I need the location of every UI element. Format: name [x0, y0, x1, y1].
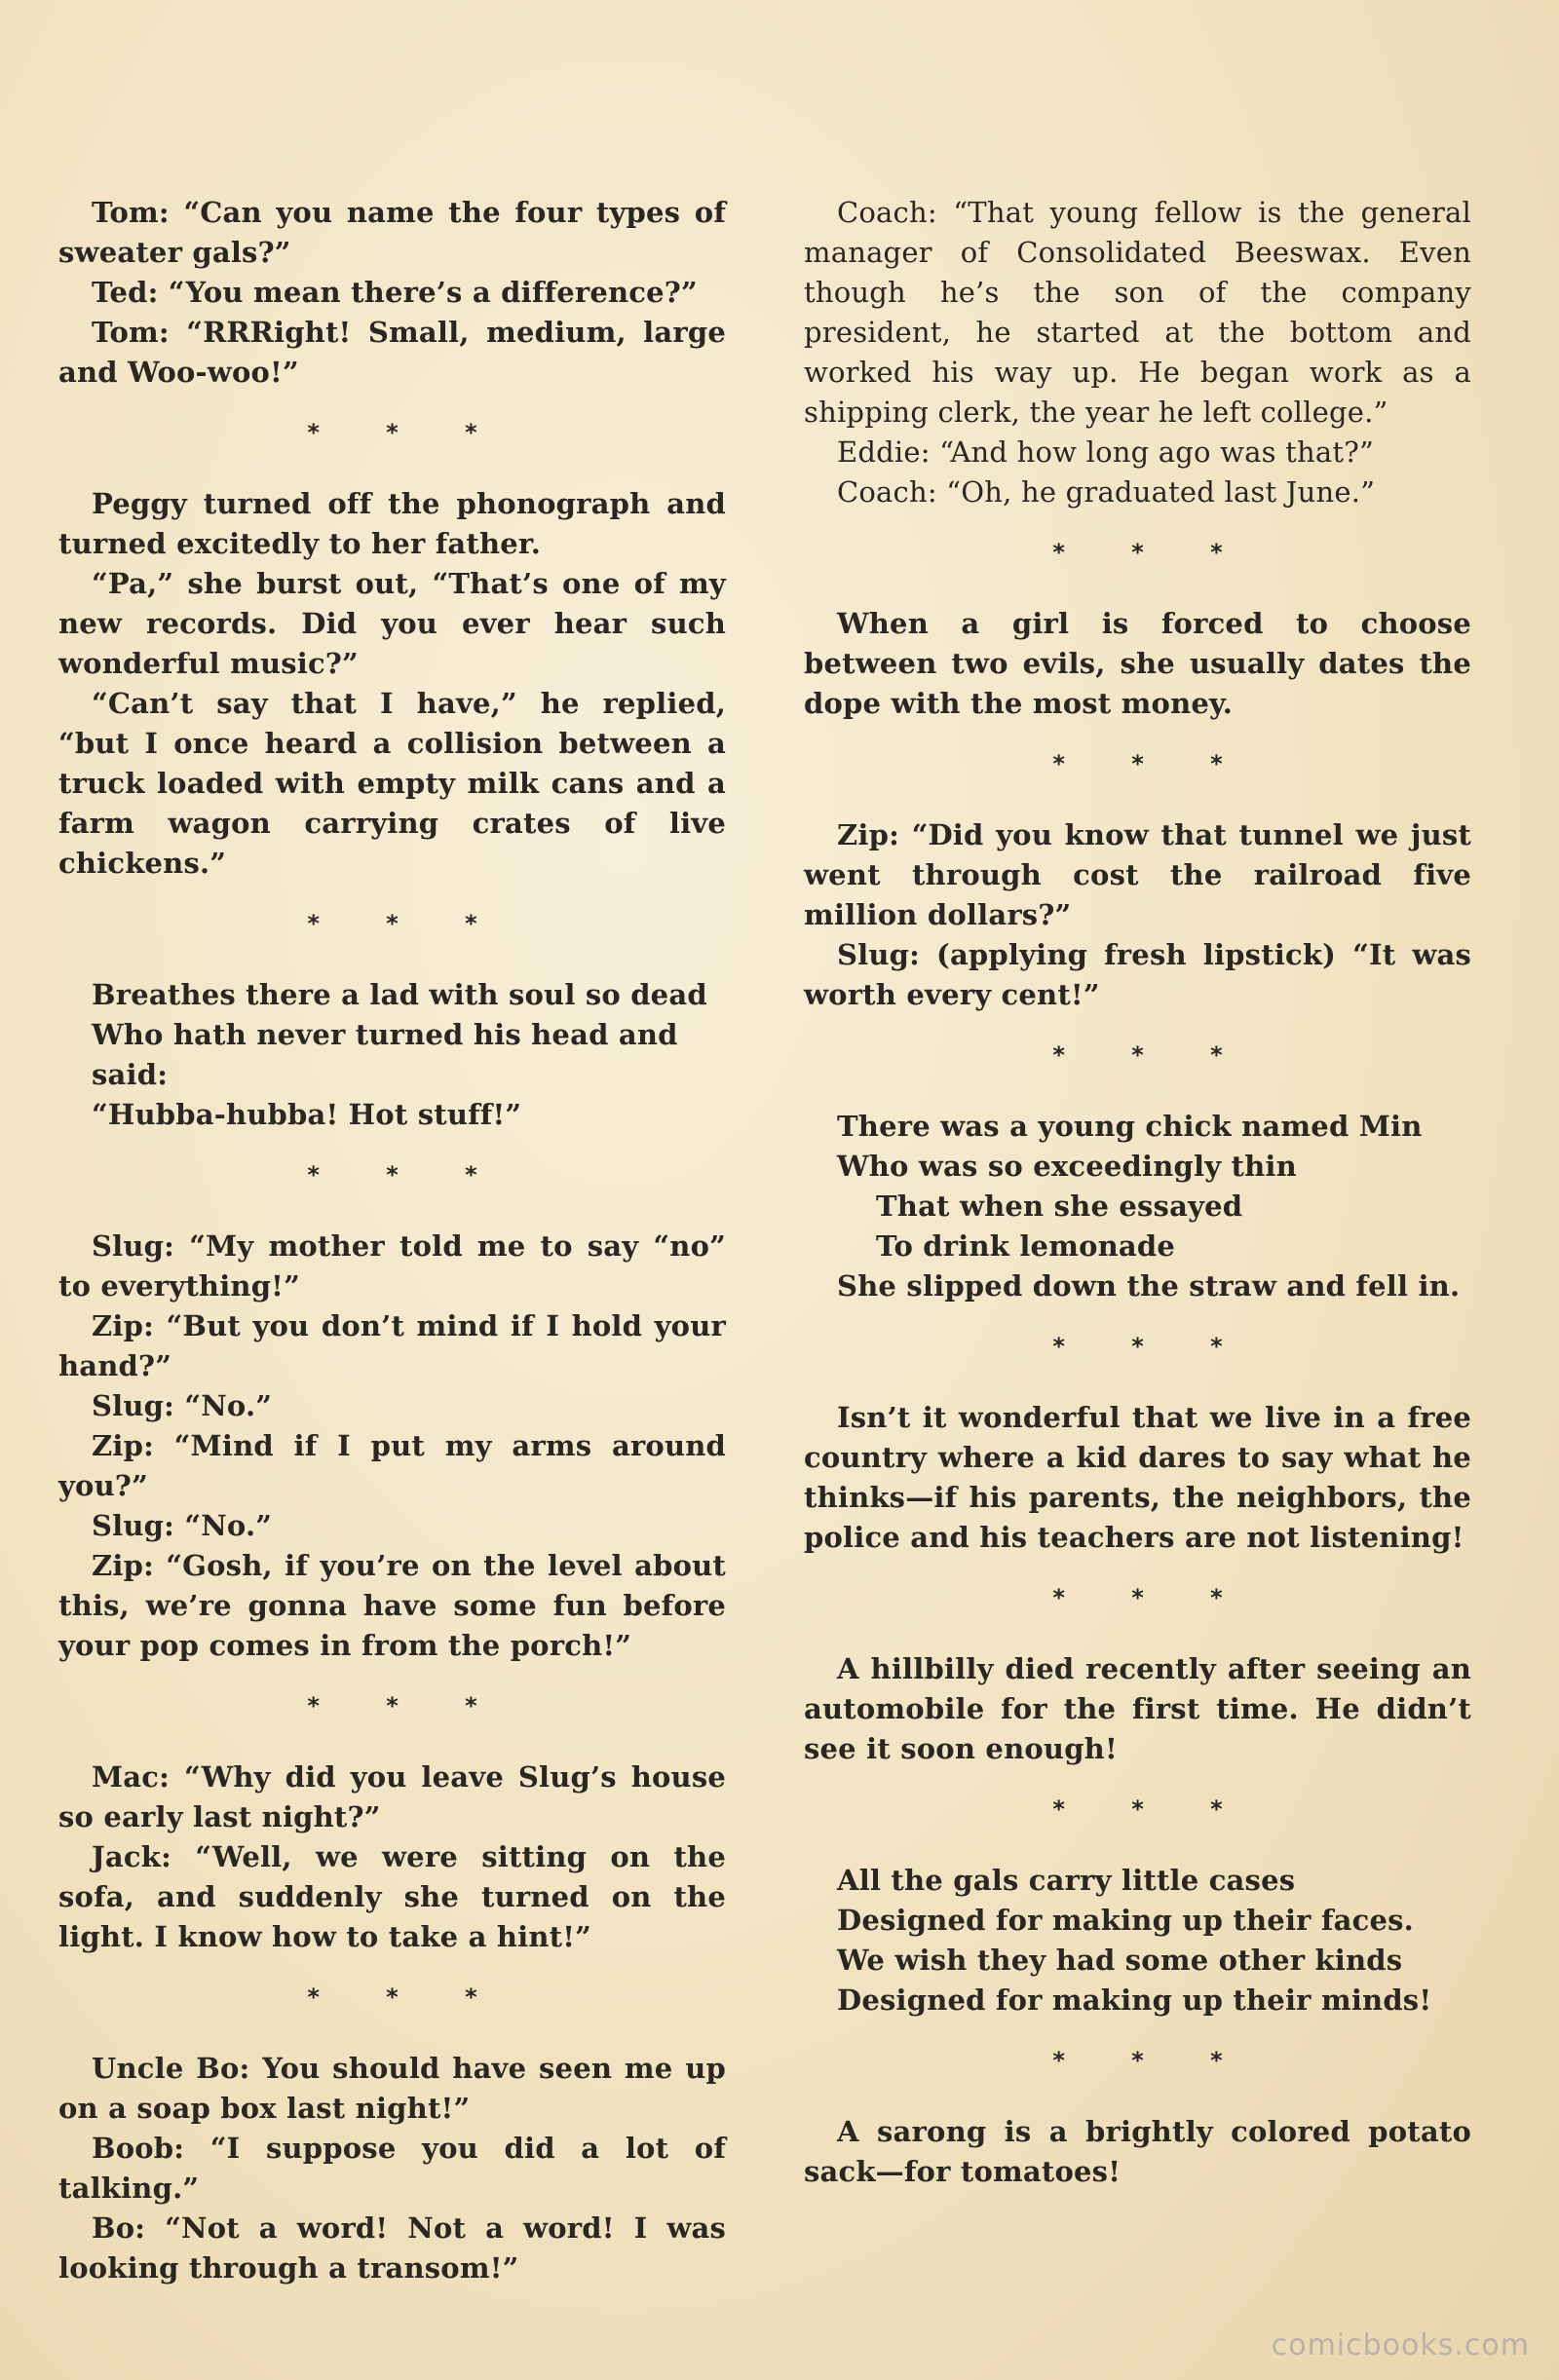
section-divider: * * * [307, 1692, 507, 1719]
joke-line: Slug: (applying fresh lipstick) “It was worth every cent!” [804, 938, 1471, 1011]
section-divider: * * * [1052, 750, 1252, 777]
section-divider: * * * [1052, 1795, 1252, 1823]
verse-block [58, 975, 726, 1135]
right-column [804, 193, 1471, 2192]
joke-block [804, 604, 1471, 724]
section-divider: * * * [307, 1983, 507, 2011]
section-divider: * * * [307, 1161, 507, 1189]
joke-line: “Pa,” she burst out, “That’s one of my new records. Did you ever hear such wonderful music?” [58, 567, 726, 680]
joke-line: Zip: “Did you know that tunnel we just went through cost the railroad five million dollars?” [804, 818, 1471, 931]
joke-block [58, 193, 726, 393]
joke-block [804, 1649, 1471, 1769]
verse-line: Breathes there a lad with soul so dead [92, 978, 707, 1011]
verse-line: Who hath never turned his head and said: [92, 1018, 678, 1091]
joke-line: Bo: “Not a word! Not a word! I was looking through a transom!” [58, 2211, 726, 2285]
joke-line: Ted: “You mean there’s a difference?” [92, 276, 698, 309]
verse-block [804, 1107, 1471, 1306]
joke-block [58, 484, 726, 884]
joke-line: Jack: “Well, we were sitting on the sofa, and suddenly she turned on the light. I know how to take a hint!” [58, 1840, 726, 1953]
verse-line: To drink lemonade [876, 1229, 1176, 1263]
watermark: comicbooks.com [1271, 2328, 1530, 2362]
joke-block [58, 1227, 726, 1666]
verse-line: There was a young chick named Min [837, 1110, 1423, 1143]
verse-line: She slipped down the straw and fell in. [837, 1269, 1461, 1303]
verse-line: Designed for making up their minds! [837, 1983, 1432, 2017]
section-divider: * * * [1052, 2047, 1252, 2074]
joke-line: Tom: “RRRight! Small, medium, large and Woo-woo!” [58, 316, 726, 389]
joke-line: Slug: “No.” [92, 1509, 273, 1542]
joke-block [804, 1398, 1471, 1558]
joke-line: Boob: “I suppose you did a lot of talking.” [58, 2132, 726, 2205]
verse-line: Who was so exceedingly thin [837, 1150, 1297, 1183]
joke-line: When a girl is forced to choose between two evils, she usually dates the dope with the most money. [804, 607, 1471, 720]
joke-line: A hillbilly died recently after seeing an automobile for the first time. He didn’t see it soon enough! [804, 1652, 1471, 1765]
joke-line: A sarong is a brightly colored potato sack—for tomatoes! [804, 2115, 1471, 2188]
verse-line: We wish they had some other kinds [837, 1944, 1403, 1977]
joke-line: Peggy turned off the phonograph and turned excitedly to her father. [58, 487, 726, 560]
section-divider: * * * [307, 910, 507, 937]
joke-line: Eddie: “And how long ago was that?” [837, 435, 1374, 469]
joke-block [804, 815, 1471, 1015]
joke-block [58, 2049, 726, 2288]
section-divider: * * * [307, 419, 507, 446]
section-divider: * * * [1052, 1041, 1252, 1069]
joke-line: Zip: “But you don’t mind if I hold your hand?” [58, 1309, 726, 1382]
joke-line: Coach: “Oh, he graduated last June.” [837, 475, 1376, 509]
joke-line: Mac: “Why did you leave Slug’s house so early last night?” [58, 1760, 726, 1833]
verse-line: That when she essayed [876, 1190, 1243, 1223]
joke-block [58, 1757, 726, 1957]
verse-line: Designed for making up their faces. [837, 1904, 1414, 1937]
joke-line: “Can’t say that I have,” he replied, “but I once heard a collision between a truck loaded with empty milk cans and a farm wagon carrying crates of live chickens.” [58, 687, 726, 880]
joke-line: Isn’t it wonderful that we live in a free country where a kid dares to say what he thinks—if his parents, the neighbors, the police and his teachers are not listening! [804, 1401, 1471, 1554]
verse-line: All the gals carry little cases [837, 1864, 1296, 1897]
left-column [58, 193, 726, 2288]
joke-line: Tom: “Can you name the four types of sweater gals?” [58, 196, 726, 269]
joke-line: Coach: “That young fellow is the general manager of Consolidated Beeswax. Even though he’s the son of the company president, he started at the bottom and worked his way up. He began work as a shipping clerk, the year he left college.” [804, 196, 1471, 429]
joke-line: Uncle Bo: You should have seen me up on a soap box last night!” [58, 2052, 726, 2125]
section-divider: * * * [1052, 1333, 1252, 1360]
joke-line: Zip: “Mind if I put my arms around you?” [58, 1429, 726, 1502]
joke-block [804, 193, 1471, 512]
joke-line: Slug: “My mother told me to say “no” to everything!” [58, 1229, 726, 1303]
section-divider: * * * [1052, 1584, 1252, 1611]
joke-block [804, 2112, 1471, 2192]
joke-line: Zip: “Gosh, if you’re on the level about this, we’re gonna have some fun before your pop comes in from the porch!” [58, 1549, 726, 1662]
verse-block [804, 1861, 1471, 2021]
section-divider: * * * [1052, 539, 1252, 566]
joke-line: Slug: “No.” [92, 1389, 273, 1422]
verse-line: “Hubba-hubba! Hot stuff!” [92, 1098, 522, 1131]
